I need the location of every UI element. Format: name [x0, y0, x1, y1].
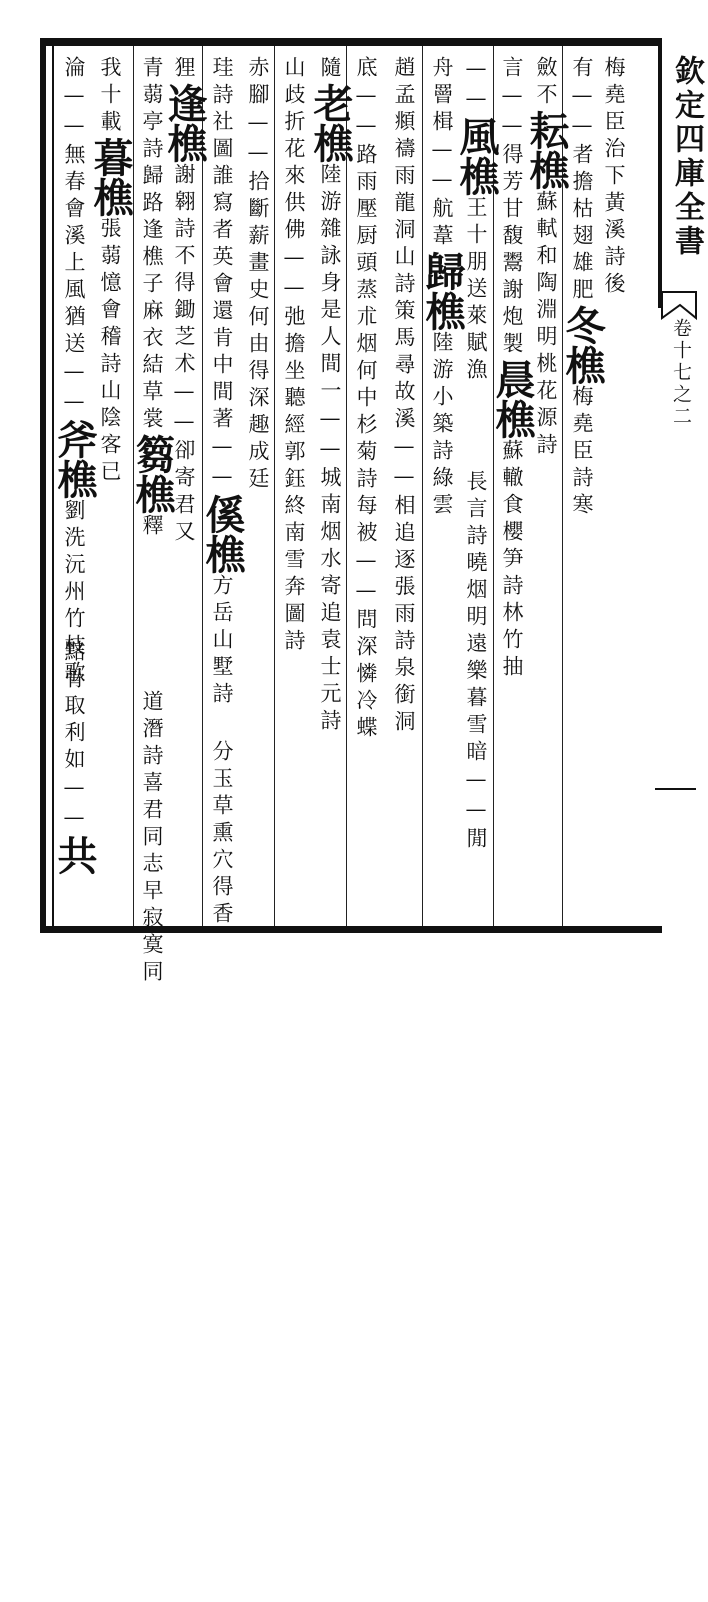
text-segment: 分玉草熏穴得香 — [210, 740, 234, 929]
text-segment: 陸游小築詩綠雲 — [430, 331, 454, 520]
text-column-9 — [352, 56, 380, 918]
text-segment: 黠骨取利如—— — [62, 640, 86, 835]
text-column-20 — [51, 640, 98, 1502]
text-segment: 趙孟頫禱雨龍洞山詩策馬尋故溪——相追逐張雨詩泉銜洞 — [392, 56, 416, 737]
text-segment: 狸 — [172, 56, 196, 83]
text-segment: 道潛詩喜君同志早寂寞同 — [140, 690, 164, 987]
frame-bottom-border — [40, 926, 662, 933]
text-segment: 隨 — [318, 56, 342, 83]
column-rule — [346, 46, 347, 926]
text-column-17 — [138, 690, 166, 1552]
text-segment: 釋 — [140, 514, 164, 541]
headword: 風樵 — [453, 116, 500, 196]
text-segment: 言 — [500, 56, 524, 83]
frame-right-border — [658, 38, 662, 308]
text-segment: 斂不 — [534, 56, 558, 110]
text-segment: 劉洗沅州竹枝歌 — [62, 499, 86, 688]
text-column-11 — [280, 56, 308, 918]
text-segment: 長言詩曉烟明遠樂暮雪暗——閒 — [464, 470, 488, 854]
headword: 共 — [51, 835, 98, 875]
text-segment: 方岳山墅詩 — [210, 574, 234, 709]
text-segment: 山歧折花來供佛——弛擔坐聽經郭鈺終南雪奔圖詩 — [282, 56, 306, 656]
text-segment: 赤腳——拾斷薪畫史何由得深趣成廷 — [246, 56, 270, 494]
headword: 晨樵 — [489, 359, 536, 439]
headword: 冬樵 — [559, 305, 606, 385]
margin-side-mark — [655, 788, 696, 790]
text-segment: 蘇軾和陶淵明桃花源詩 — [534, 190, 558, 460]
frame-top-border — [44, 38, 662, 46]
column-rule — [274, 46, 275, 926]
headword: 老樵 — [307, 83, 354, 163]
text-column-18 — [87, 56, 134, 918]
text-column-6 — [419, 56, 466, 918]
text-segment: 梅堯臣詩寒 — [570, 385, 594, 520]
text-segment: 王十朋送萊賦漁 — [464, 196, 488, 385]
text-column-14 — [208, 740, 236, 1602]
text-segment: 淪——無春會溪上風猶送—— — [62, 56, 86, 419]
headword: 暮樵 — [87, 137, 134, 217]
headword: 歸樵 — [419, 251, 466, 331]
text-column-3 — [523, 56, 570, 918]
frame-left-border — [40, 38, 46, 933]
headword: 篘樵 — [129, 434, 176, 514]
headword: 斧樵 — [51, 419, 98, 499]
text-segment: 謝翱詩不得鋤芝术——卻寄君又 — [172, 163, 196, 547]
text-segment: 蘇轍食櫻笋詩林竹抽 — [500, 439, 524, 682]
text-column-4 — [489, 56, 536, 918]
text-segment: 舟罾楫——航葦 — [430, 56, 454, 251]
text-column-12 — [244, 56, 272, 918]
text-segment: 陸游雜詠身是人間一——城南烟水寄追袁士元詩 — [318, 163, 342, 736]
text-segment: 我十載 — [98, 56, 122, 137]
text-segment: 珪詩社圖誰寫者英會還肯中間著—— — [210, 56, 234, 494]
text-segment: 青蒻亭詩歸路逢樵子麻衣結草裳 — [140, 56, 164, 434]
text-segment: —— — [464, 56, 488, 116]
text-segment: 有——者擔枯翅雄肥 — [570, 56, 594, 305]
margin-header-title: 欽定四庫全書 — [669, 55, 704, 259]
column-rule — [422, 46, 423, 926]
text-column-2 — [559, 56, 606, 918]
text-column-1 — [600, 56, 628, 918]
text-column-7 — [462, 470, 490, 1332]
fish-tail-mark-icon — [662, 292, 696, 318]
text-segment: 梅堯臣治下黃溪詩後 — [602, 56, 626, 299]
text-segment: 底——路雨壓厨頭蒸朮烟何中杉菊詩每被——問深憐冷蝶 — [354, 56, 378, 743]
text-column-8 — [390, 56, 418, 918]
headword: 逢樵 — [161, 83, 208, 163]
headword: 耘樵 — [523, 110, 570, 190]
margin-header-volume: 卷十七之二 — [670, 318, 692, 428]
headword: 傒樵 — [199, 494, 246, 574]
text-segment: ——得芳甘馥鬻謝炮製 — [500, 83, 524, 359]
text-segment: 張蒻憶會稽詩山陰客已 — [98, 217, 122, 487]
text-column-10 — [307, 56, 354, 918]
column-rule — [202, 46, 203, 926]
